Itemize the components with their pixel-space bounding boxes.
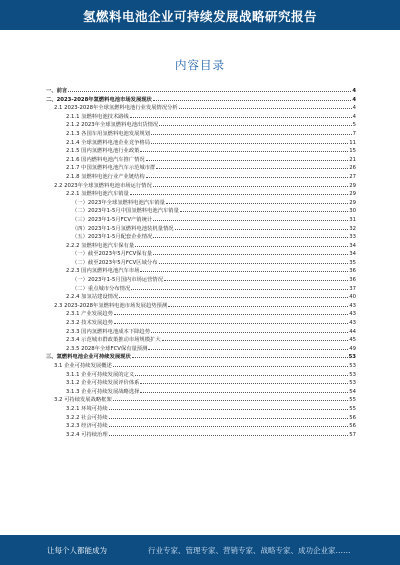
toc-entry-page: 4 bbox=[352, 96, 356, 103]
toc-entry-label: 2.1.6 国内燃料电池汽车推广情况 bbox=[66, 156, 145, 163]
toc-leader-dots bbox=[179, 108, 352, 109]
toc-entry-label: 2.1 2023-2028年全球氢燃料电池行业发展情况分析 bbox=[54, 105, 178, 112]
toc-entry[interactable] bbox=[46, 371, 356, 380]
toc-leader-dots bbox=[175, 229, 349, 230]
toc-entry[interactable] bbox=[46, 225, 356, 234]
toc-leader-dots bbox=[109, 426, 349, 427]
toc-entry[interactable] bbox=[46, 414, 356, 423]
toc-entry-page: 27 bbox=[349, 173, 356, 180]
toc-leader-dots bbox=[162, 340, 349, 341]
toc-entry[interactable] bbox=[46, 302, 356, 311]
toc-entry-label: 3.1.1 企业可持续发展的定义 bbox=[66, 371, 135, 378]
toc-entry[interactable] bbox=[46, 388, 356, 397]
footer-bar bbox=[0, 535, 400, 565]
toc-entry-page: 32 bbox=[349, 225, 356, 232]
footer-tagline: 行业专家、管理专家、营销专家、战略专家、成功企业家…… bbox=[148, 546, 351, 555]
toc-entry-label: （三）2023年1-5月FCV产销统计 bbox=[72, 216, 153, 223]
toc-entry-label: （四）2023年1-5月氢燃料电池装机量情况 bbox=[72, 225, 174, 232]
toc-entry[interactable] bbox=[46, 259, 356, 268]
toc-entry[interactable] bbox=[46, 121, 356, 130]
toc-entry-page: 35 bbox=[349, 259, 356, 266]
toc-leader-dots bbox=[153, 237, 348, 238]
toc-entry-label: 3.2.4 可持续治理 bbox=[66, 431, 108, 438]
toc-entry[interactable] bbox=[46, 396, 356, 405]
toc-leader-dots bbox=[153, 186, 349, 187]
toc-entry-label: 2.2.4 加氢站建设情况 bbox=[66, 294, 119, 301]
toc-entry[interactable] bbox=[46, 216, 356, 225]
toc-entry-page: 56 bbox=[349, 423, 356, 430]
toc-entry[interactable] bbox=[46, 422, 356, 431]
toc-entry-page: 36 bbox=[349, 268, 356, 275]
toc-leader-dots bbox=[151, 134, 352, 135]
toc-entry[interactable] bbox=[46, 233, 356, 242]
toc-leader-dots bbox=[140, 392, 348, 393]
toc-entry-page: 37 bbox=[349, 285, 356, 292]
toc-entry[interactable] bbox=[46, 87, 356, 96]
toc-leader-dots bbox=[153, 220, 348, 221]
toc-entry-page: 45 bbox=[349, 337, 356, 344]
toc-entry-page: 55 bbox=[349, 397, 356, 404]
toc-entry-page: 55 bbox=[349, 405, 356, 412]
toc-entry-label: 2.2.1 氢燃料电池汽车销量 bbox=[66, 191, 129, 198]
toc-entry-page: 53 bbox=[349, 363, 356, 369]
toc-entry[interactable] bbox=[46, 96, 356, 105]
toc-entry[interactable] bbox=[46, 293, 356, 302]
toc-entry-label: 3.2.2 社会可持续 bbox=[66, 414, 108, 421]
toc-entry[interactable] bbox=[46, 362, 356, 371]
toc-leader-dots bbox=[166, 203, 348, 204]
toc-entry[interactable] bbox=[46, 250, 356, 259]
toc-entry-page: 43 bbox=[349, 302, 356, 309]
toc-leader-dots bbox=[146, 160, 349, 161]
toc-entry-page: 36 bbox=[349, 277, 356, 284]
toc-entry-page: 56 bbox=[349, 414, 356, 421]
toc-entry[interactable] bbox=[46, 156, 356, 165]
toc-entry-page: 53 bbox=[349, 380, 356, 387]
toc-entry[interactable] bbox=[46, 199, 356, 208]
toc-entry[interactable] bbox=[46, 345, 356, 354]
toc-entry-label: 2.3.3 国内氢燃料电池成本下降趋势 bbox=[66, 328, 151, 335]
toc-entry[interactable] bbox=[46, 173, 356, 182]
toc-entry[interactable] bbox=[46, 405, 356, 414]
toc-leader-dots bbox=[153, 254, 348, 255]
toc-entry[interactable] bbox=[46, 113, 356, 122]
toc-entry[interactable] bbox=[46, 104, 356, 113]
toc-leader-dots bbox=[114, 314, 348, 315]
toc-entry[interactable] bbox=[46, 267, 356, 276]
toc-entry-page: 34 bbox=[349, 251, 356, 258]
toc-entry-page: 53 bbox=[348, 354, 356, 361]
toc-entry-page: 49 bbox=[349, 345, 356, 352]
toc-entry[interactable] bbox=[46, 182, 356, 191]
toc-entry-label: 2.2 2023年全球氢燃料电池市场运行情况 bbox=[54, 182, 152, 189]
toc-entry-page: 4 bbox=[352, 105, 356, 112]
toc-leader-dots bbox=[119, 297, 348, 298]
toc-leader-dots bbox=[135, 375, 348, 376]
toc-entry-label: 2.2.2 氢燃料电池汽车保有量 bbox=[66, 242, 135, 249]
toc-entry-label: （一）2023年1-5月国内市场运营情况 bbox=[72, 277, 163, 284]
toc-entry[interactable] bbox=[46, 242, 356, 251]
toc-entry-page: 4 bbox=[352, 88, 356, 94]
toc-entry[interactable] bbox=[46, 431, 356, 440]
toc-leader-dots bbox=[135, 246, 348, 247]
report-header-bar bbox=[0, 0, 400, 30]
toc-leader-dots bbox=[140, 383, 348, 384]
toc-entry[interactable] bbox=[46, 353, 356, 362]
toc-entry[interactable] bbox=[46, 147, 356, 156]
toc-entry-page: 29 bbox=[349, 199, 356, 206]
toc-entry-page: 29 bbox=[349, 182, 356, 189]
toc-leader-dots bbox=[146, 177, 349, 178]
toc-entry-label: 3.1 企业可持续发展概述 bbox=[54, 363, 112, 369]
toc-entry-label: 3.2.1 环境可持续 bbox=[66, 405, 108, 412]
toc-entry-page: 29 bbox=[349, 191, 356, 198]
toc-leader-dots bbox=[132, 357, 348, 358]
toc-leader-dots bbox=[140, 271, 348, 272]
toc-entry[interactable] bbox=[46, 130, 356, 139]
toc-leader-dots bbox=[180, 211, 348, 212]
toc-leader-dots bbox=[114, 323, 348, 324]
toc-entry-label: （二）截至2023年5月FCV区域分布 bbox=[72, 259, 158, 266]
toc-entry-label: 2.3.4 示范城市群政策推动市场规模扩大 bbox=[66, 337, 161, 344]
toc-entry-page: 40 bbox=[349, 294, 356, 301]
toc-entry[interactable] bbox=[46, 328, 356, 337]
toc-entry-page: 15 bbox=[349, 148, 356, 155]
toc-leader-dots bbox=[159, 125, 351, 126]
toc-entry-label: （二）2023年1-5月中国氢燃料电池汽车销量 bbox=[72, 208, 179, 215]
toc-entry[interactable] bbox=[46, 379, 356, 388]
toc-entry-label: 2.3.2 技术发展趋势 bbox=[66, 320, 113, 327]
toc-entry-page: 31 bbox=[349, 216, 356, 223]
toc-entry-page: 26 bbox=[349, 165, 356, 172]
toc-entry-page: 34 bbox=[349, 242, 356, 249]
toc-entry-page: 43 bbox=[349, 320, 356, 327]
toc-entry-label: 2.1.1 氢燃料电池技术路线 bbox=[66, 113, 129, 120]
toc-entry-label: 2.3.1 产业发展趋势 bbox=[66, 311, 113, 318]
toc-leader-dots bbox=[159, 263, 349, 264]
toc-leader-dots bbox=[168, 306, 348, 307]
toc-entry-page: 21 bbox=[349, 156, 356, 163]
toc-leader-dots bbox=[156, 168, 348, 169]
toc-leader-dots bbox=[109, 435, 349, 436]
toc-entry-label: （二）重点城市分布情况 bbox=[72, 285, 131, 292]
toc-entry[interactable] bbox=[46, 276, 356, 285]
toc-entry-page: 53 bbox=[349, 371, 356, 378]
toc-entry-page: 54 bbox=[349, 388, 356, 395]
report-title: 氢燃料电池企业可持续发展战略研究报告 bbox=[82, 9, 317, 24]
toc-entry-label: 3.2 可持续发展战略框架 bbox=[54, 397, 112, 404]
toc-entry-label: 3.2.3 经济可持续 bbox=[66, 423, 108, 430]
toc-leader-dots bbox=[68, 91, 351, 92]
toc-leader-dots bbox=[140, 151, 348, 152]
toc-entry-page: 4 bbox=[352, 113, 356, 120]
toc-entry-label: 2.3.5 2028年全球FCV保有量预测 bbox=[66, 345, 148, 352]
toc-leader-dots bbox=[131, 289, 348, 290]
toc-entry[interactable] bbox=[46, 139, 356, 148]
toc-leader-dots bbox=[153, 100, 351, 101]
toc-entry-label: （一）截至2023年5月FCV保有量 bbox=[72, 251, 153, 258]
toc-entry-page: 33 bbox=[349, 234, 356, 241]
toc-entry[interactable] bbox=[46, 190, 356, 199]
toc-leader-dots bbox=[113, 366, 348, 367]
footer-slogan: 让每个人都能成为 bbox=[47, 546, 107, 555]
toc-leader-dots bbox=[164, 280, 348, 281]
toc-entry-label: 二、2023-2028年氢燃料电池市场发展现状 bbox=[46, 96, 152, 103]
toc-entry-page: 43 bbox=[349, 311, 356, 318]
toc-leader-dots bbox=[109, 409, 349, 410]
toc-entry-label: 2.1.4 全球氢燃料电池企业竞争格局 bbox=[66, 139, 151, 146]
toc-entry-label: 2.3 2023-2028年氢燃料电池市场发展趋势预测 bbox=[54, 302, 168, 309]
toc-leader-dots bbox=[151, 332, 348, 333]
toc-entry-label: 三、氢燃料电池企业可持续发展现状 bbox=[46, 354, 131, 361]
toc-leader-dots bbox=[130, 117, 352, 118]
toc-entry-label: 一、前言 bbox=[46, 88, 68, 94]
toc-leader-dots bbox=[151, 143, 348, 144]
toc-entry-label: （一）2023年全球氢燃料电池汽车销量 bbox=[72, 199, 165, 206]
toc-entry-label: 2.1.5 国内氢燃料电池行业政策 bbox=[66, 148, 140, 155]
toc-entry-label: 2.1.8 氢燃料电池行业产业链结构 bbox=[66, 173, 145, 180]
toc-entry[interactable] bbox=[46, 285, 356, 294]
toc-entry-label: 2.1.7 中国氢燃料电池汽车示范城市群 bbox=[66, 165, 156, 172]
toc-entry[interactable] bbox=[46, 319, 356, 328]
toc-entry-label: 3.1.3 企业可持续发展战略选择 bbox=[66, 388, 140, 395]
toc-entry-page: 11 bbox=[349, 139, 356, 146]
toc-leader-dots bbox=[130, 194, 348, 195]
toc-leader-dots bbox=[109, 418, 349, 419]
toc-entry-page: 44 bbox=[349, 328, 356, 335]
toc-entry-label: 2.1.3 各国车用氢燃料电池发展规划 bbox=[66, 130, 151, 137]
toc-leader-dots bbox=[148, 349, 348, 350]
toc-entry-page: 7 bbox=[352, 130, 356, 137]
toc-entry-label: 2.1.2 2023年全球氢燃料电池出货情况 bbox=[66, 122, 159, 129]
toc-entry[interactable] bbox=[46, 164, 356, 173]
toc-entry[interactable] bbox=[46, 336, 356, 345]
toc-entry[interactable] bbox=[46, 207, 356, 216]
toc-leader-dots bbox=[113, 400, 348, 401]
toc-entry-label: 2.2.3 国内氢燃料电池汽车市场 bbox=[66, 268, 140, 275]
toc-entry-label: （五）2023年1-5月配套企业情况 bbox=[72, 234, 153, 241]
toc-entry[interactable] bbox=[46, 310, 356, 319]
toc-entry-page: 57 bbox=[349, 431, 356, 438]
toc-entry-page: 30 bbox=[349, 208, 356, 215]
toc-entry-page: 5 bbox=[352, 122, 356, 129]
toc-heading: 内容目录 bbox=[175, 58, 225, 72]
table-of-contents bbox=[46, 87, 356, 439]
toc-entry-label: 3.1.2 企业可持续发展评价体系 bbox=[66, 380, 140, 387]
